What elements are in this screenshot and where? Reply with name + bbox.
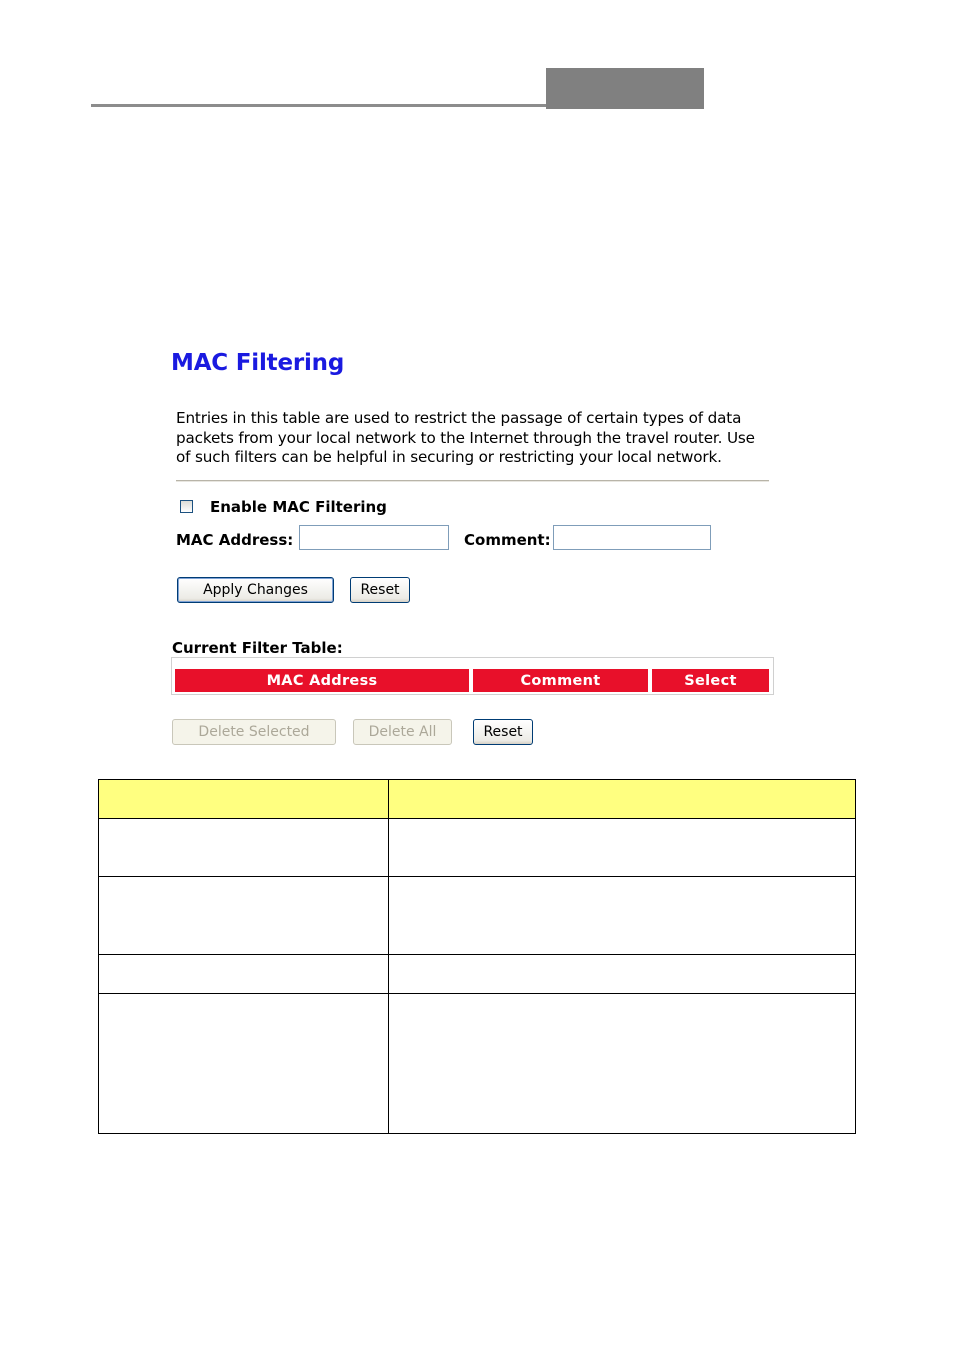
description-line: of such filters can be helpful in securing or restricting your local network.: [176, 448, 722, 466]
table-cell: [389, 780, 856, 819]
table-header-row: [99, 780, 856, 819]
column-header-mac-address: MAC Address: [175, 669, 469, 692]
table-cell: [99, 780, 389, 819]
mac-address-label: MAC Address:: [176, 531, 294, 549]
table-row: [99, 819, 856, 877]
table-cell: [99, 877, 389, 955]
description-line: Entries in this table are used to restrict the passage of certain types of data: [176, 409, 742, 427]
apply-changes-button[interactable]: Apply Changes: [177, 577, 334, 603]
table-row: [99, 877, 856, 955]
table-row: [99, 955, 856, 994]
table-cell: [389, 877, 856, 955]
table-cell: [389, 955, 856, 994]
description-line: packets from your local network to the Internet through the travel router. Use: [176, 428, 755, 447]
mac-filtering-panel: [166, 340, 778, 760]
page-description: [176, 409, 776, 468]
reset-button[interactable]: Reset: [350, 577, 410, 603]
mac-address-input[interactable]: [299, 525, 449, 550]
header-block: [546, 68, 704, 109]
table-cell: [99, 994, 389, 1134]
current-filter-table-label: Current Filter Table:: [172, 639, 343, 657]
delete-all-button[interactable]: Delete All: [353, 719, 452, 745]
column-header-comment: Comment: [473, 669, 648, 692]
enable-mac-filtering-checkbox[interactable]: [180, 500, 193, 513]
enable-mac-filtering-label: Enable MAC Filtering: [210, 498, 387, 516]
reset-table-button[interactable]: Reset: [473, 719, 533, 745]
table-cell: [99, 819, 389, 877]
table-cell: [389, 994, 856, 1134]
separator: [176, 480, 769, 482]
description-table: [98, 779, 856, 1134]
current-filter-table: [171, 657, 774, 695]
table-cell: [99, 955, 389, 994]
table-row: [99, 994, 856, 1134]
comment-label: Comment:: [464, 531, 551, 549]
table-cell: [389, 819, 856, 877]
page-title: MAC Filtering: [171, 350, 345, 376]
header-rule: [91, 104, 546, 107]
column-header-select: Select: [652, 669, 769, 692]
comment-input[interactable]: [553, 525, 711, 550]
delete-selected-button[interactable]: Delete Selected: [172, 719, 336, 745]
